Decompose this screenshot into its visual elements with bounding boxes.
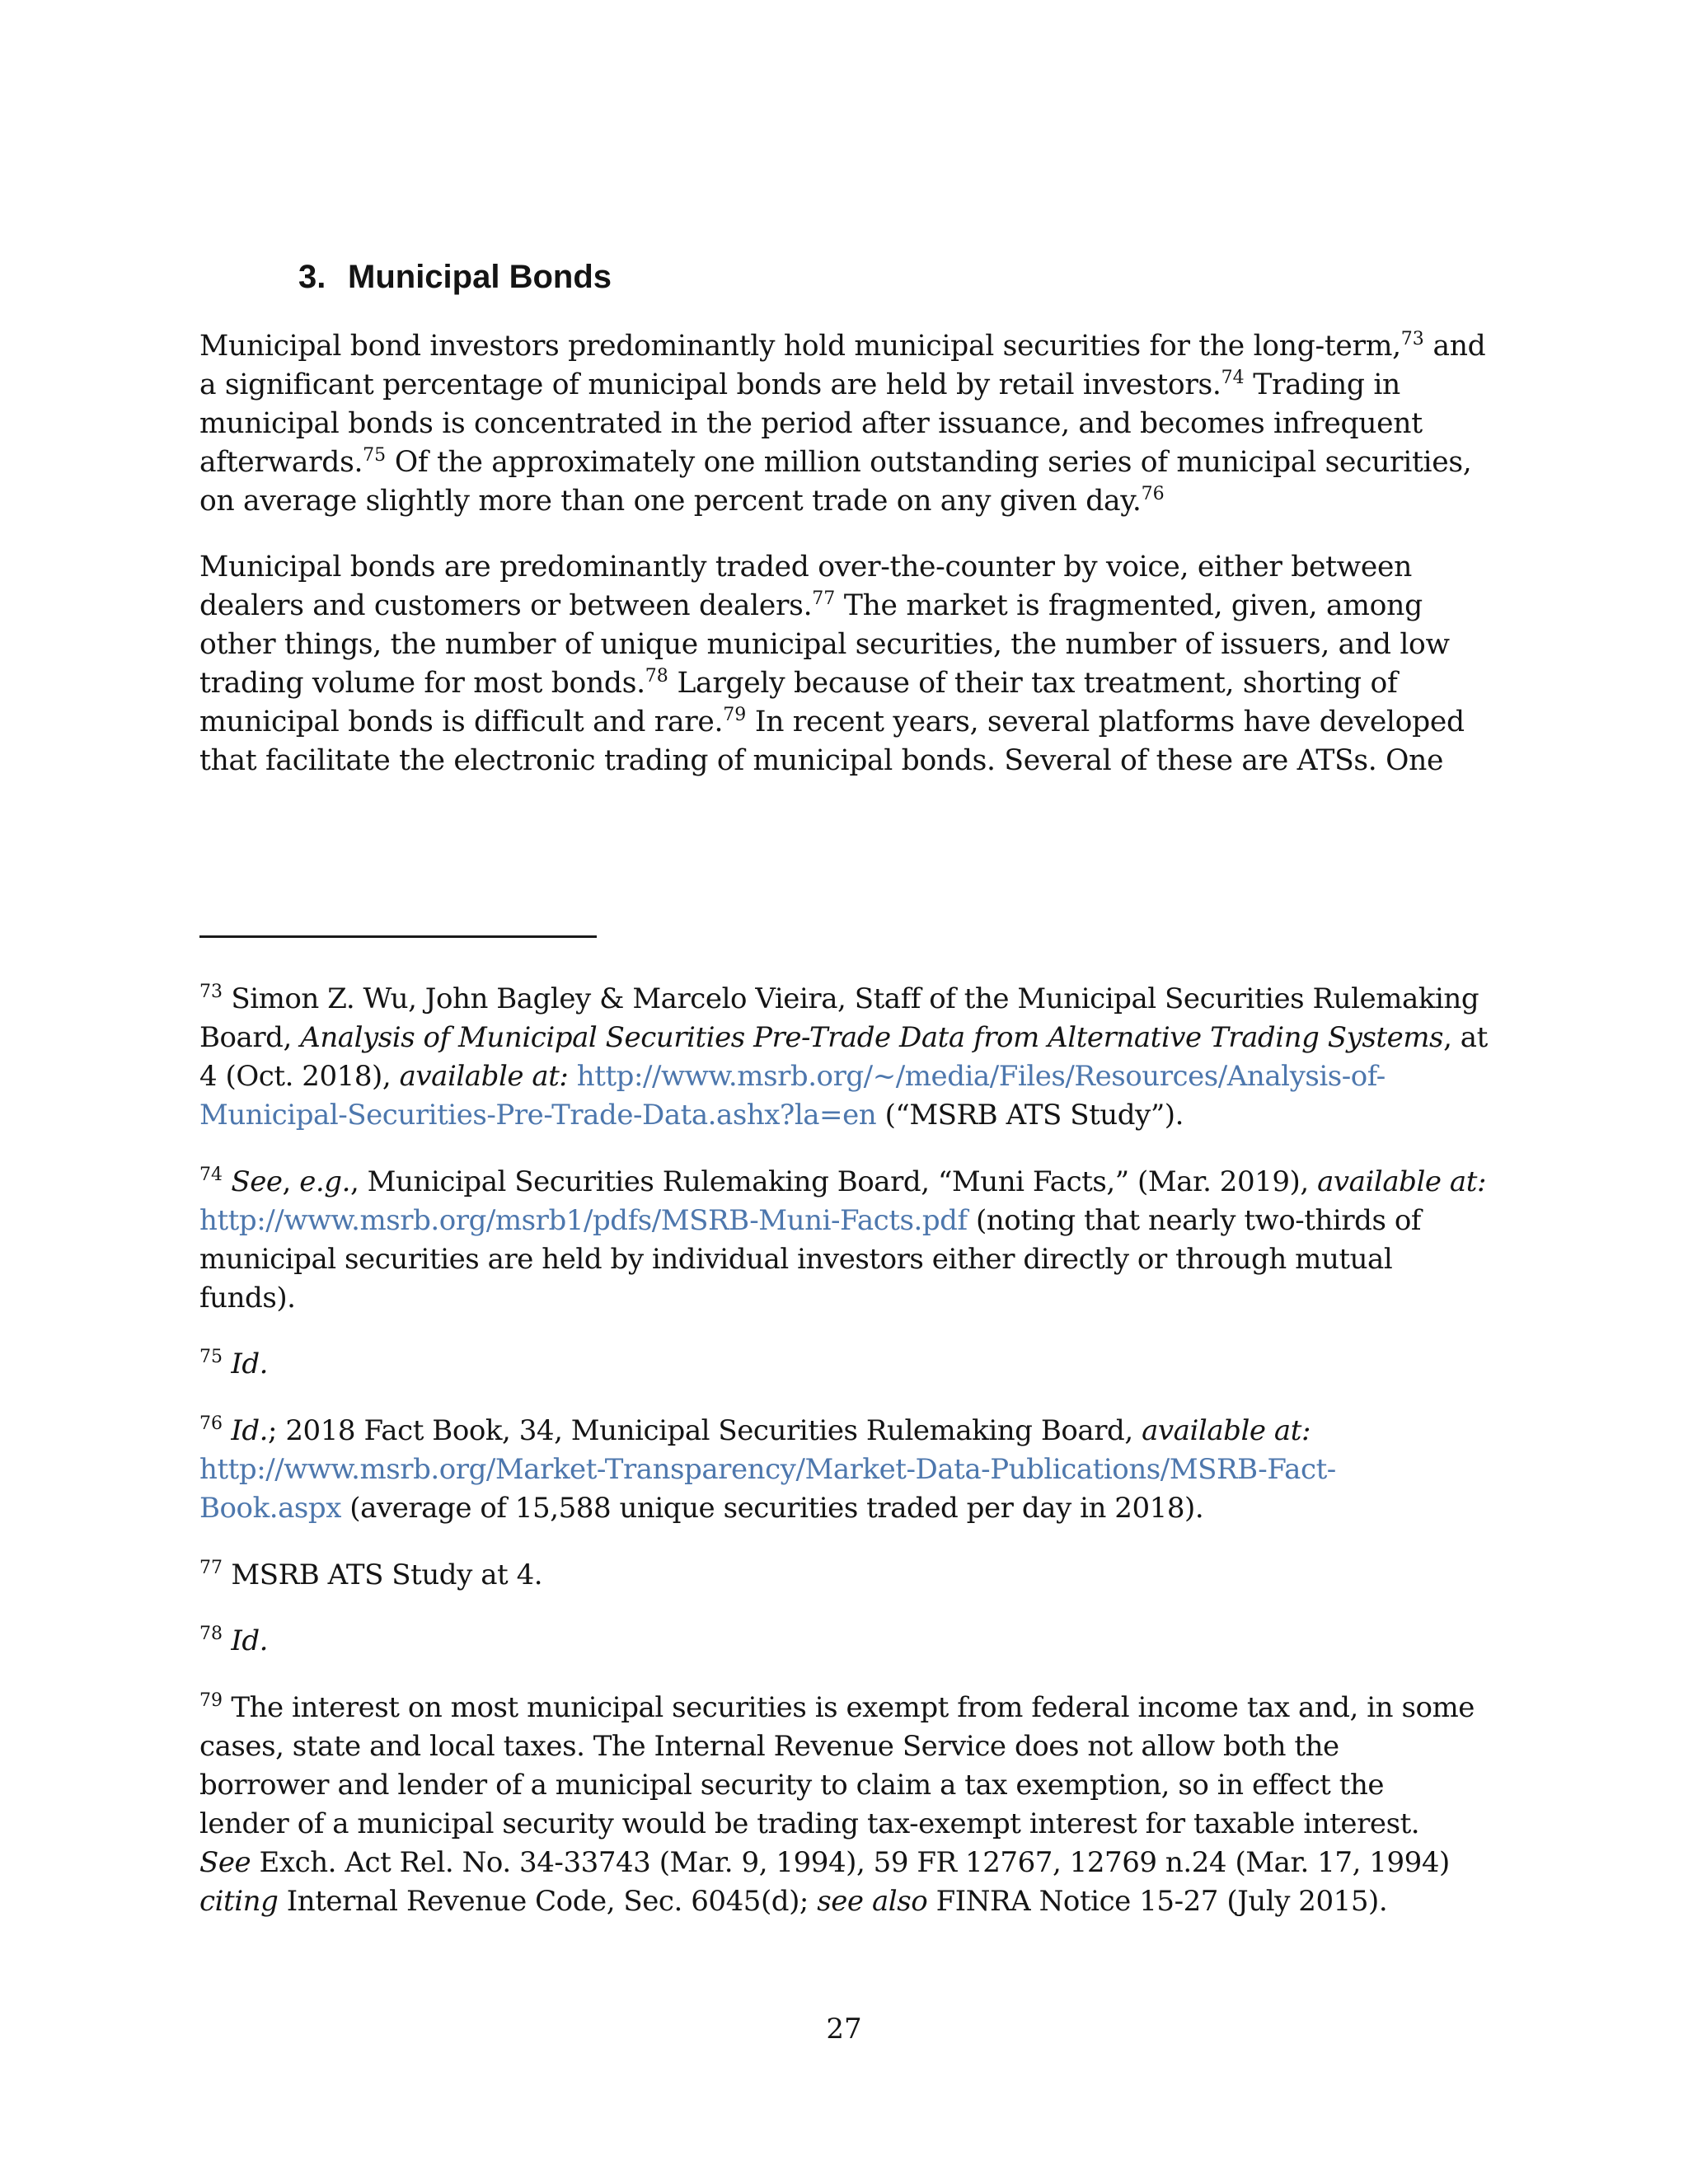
text: and (1423, 330, 1486, 363)
footnote-ref[interactable]: 75 (363, 445, 387, 466)
italic-text: available at: (1142, 1414, 1311, 1447)
footnote-ref[interactable]: 77 (812, 588, 836, 609)
italic-text: available at: (1317, 1165, 1486, 1198)
footnote-73-line-1 (199, 979, 1479, 1023)
italic-text: e.g. (299, 1165, 350, 1198)
italic-text: see also (817, 1885, 928, 1918)
footnote-73-line-4 (199, 1095, 1184, 1135)
fact-book-link[interactable]: http://www.msrb.org/Market-Transparency/Market-Data-Publications/MSRB-Fact- (199, 1453, 1336, 1486)
text: Largely because of their tax treatment, shorting of (668, 667, 1398, 700)
page-number: 27 (826, 2013, 862, 2046)
italic-text: citing (199, 1885, 279, 1918)
footnote-ref[interactable]: 73 (1400, 329, 1424, 349)
footnote-76-line-1 (199, 1411, 1311, 1455)
text: In recent years, several platforms have developed (746, 705, 1465, 738)
footnote-number: 74 (199, 1165, 223, 1185)
footnote-number: 75 (199, 1347, 223, 1367)
para1-line-5 (199, 481, 1165, 525)
text: dealers and customers or between dealers. (199, 589, 813, 622)
footnote-74-line-3: municipal securities are held by individual investors either directly or through mutual (199, 1243, 1393, 1276)
text: (“MSRB ATS Study”). (876, 1099, 1184, 1132)
section-number: 3. (298, 259, 326, 295)
text: The market is fragmented, given, among (835, 589, 1423, 622)
section-heading (298, 252, 612, 302)
footnote-number: 73 (199, 982, 223, 1002)
text: (average of 15,588 unique securities traded per day in 2018). (340, 1492, 1204, 1525)
italic-text: Id. (231, 1624, 269, 1657)
footnote-74-line-4: funds). (199, 1282, 296, 1315)
text: municipal bonds is difficult and rare. (199, 705, 724, 738)
italic-text: See (199, 1846, 251, 1879)
footnote-79-line-2: cases, state and local taxes. The Internal Revenue Service does not allow both the (199, 1730, 1339, 1763)
text: ; 2018 Fact Book, 34, Municipal Securities Rulemaking Board, (268, 1414, 1142, 1447)
footnote-75 (199, 1344, 268, 1388)
text: The interest on most municipal securities is exempt from federal income tax and, in some (223, 1691, 1475, 1724)
para1-line-4 (199, 443, 1471, 486)
para2-line-2 (199, 586, 1423, 630)
text: MSRB ATS Study at 4. (223, 1558, 543, 1591)
footnote-number: 78 (199, 1624, 223, 1644)
text: (noting that nearly two-thirds of (967, 1204, 1421, 1237)
text: trading volume for most bonds. (199, 667, 645, 700)
para2-line-4 (199, 663, 1397, 707)
text: Board, (199, 1021, 301, 1054)
italic-text: Id. (231, 1414, 269, 1447)
para1-line-3: municipal bonds is concentrated in the period after issuance, and becomes infrequent (199, 407, 1423, 440)
text: , (282, 1165, 300, 1198)
text: Municipal bond investors predominantly hold municipal securities for the long-term, (199, 330, 1401, 363)
para2-line-1: Municipal bonds are predominantly traded over-the-counter by voice, either between (199, 551, 1413, 583)
text (223, 1347, 231, 1380)
footnote-ref[interactable]: 74 (1221, 368, 1245, 388)
text: a significant percentage of municipal bonds are held by retail investors. (199, 368, 1221, 401)
footnote-77 (199, 1555, 542, 1599)
para2-line-6: that facilitate the electronic trading of municipal bonds. Several of these are ATSs. One (199, 744, 1444, 777)
text: FINRA Notice 15-27 (July 2015). (927, 1885, 1388, 1918)
text: , at (1443, 1021, 1488, 1054)
italic-text: See (231, 1165, 283, 1198)
text: afterwards. (199, 446, 363, 479)
muni-facts-link[interactable]: http://www.msrb.org/msrb1/pdfs/MSRB-Muni-Facts.pdf (199, 1204, 968, 1237)
footnote-74-line-1 (199, 1162, 1486, 1206)
text (223, 1165, 231, 1198)
para2-line-3: other things, the number of unique municipal securities, the number of issuers, and low (199, 628, 1450, 661)
footnote-76-line-3 (199, 1488, 1203, 1528)
footnote-74-line-2 (199, 1201, 1421, 1240)
footnote-ref[interactable]: 76 (1141, 484, 1165, 504)
section-title: Municipal Bonds (348, 259, 612, 295)
footnote-79-line-1 (199, 1688, 1475, 1732)
text: Internal Revenue Code, Sec. 6045(d); (278, 1885, 818, 1918)
footnote-78 (199, 1621, 268, 1665)
text (568, 1060, 576, 1093)
footnote-76-line-2 (199, 1450, 1336, 1489)
footnote-separator (199, 935, 597, 938)
msrb-ats-study-link-cont[interactable]: Municipal-Securities-Pre-Trade-Data.ashx?la=en (199, 1099, 877, 1132)
footnote-79-line-6 (199, 1882, 1387, 1921)
fact-book-link-cont[interactable]: Book.aspx (199, 1492, 341, 1525)
footnote-ref[interactable]: 79 (723, 705, 747, 725)
footnote-number: 76 (199, 1413, 223, 1434)
text: Trading in (1244, 368, 1400, 401)
footnote-number: 77 (199, 1558, 223, 1578)
footnote-73-line-3 (199, 1057, 1386, 1096)
para2-line-5 (199, 702, 1465, 746)
footnote-ref[interactable]: 78 (645, 666, 668, 687)
text: Exch. Act Rel. No. 34-33743 (Mar. 9, 1994), 59 FR 12767, 12769 n.24 (Mar. 17, 1994) (251, 1846, 1450, 1879)
text: Simon Z. Wu, John Bagley & Marcelo Vieira, Staff of the Municipal Securities Rulemaking (223, 982, 1479, 1015)
text: Of the approximately one million outstanding series of municipal securities, (386, 446, 1472, 479)
italic-text: Id. (231, 1347, 269, 1380)
para1-line-2 (199, 365, 1400, 409)
footnote-79-line-4: lender of a municipal security would be trading tax-exempt interest for taxable interest. (199, 1807, 1420, 1840)
para1-line-1 (199, 326, 1485, 370)
text (223, 1414, 231, 1447)
msrb-ats-study-link[interactable]: http://www.msrb.org/~/media/Files/Resources/Analysis-of- (576, 1060, 1386, 1093)
italic-title: Analysis of Municipal Securities Pre-Trade Data from Alternative Trading Systems (300, 1021, 1444, 1054)
text: on average slightly more than one percent trade on any given day. (199, 485, 1142, 518)
italic-text: available at: (399, 1060, 569, 1093)
text: , Municipal Securities Rulemaking Board, “Muni Facts,” (Mar. 2019), (349, 1165, 1318, 1198)
footnote-79-line-3: borrower and lender of a municipal security to claim a tax exemption, so in effect the (199, 1769, 1385, 1802)
footnote-73-line-2 (199, 1018, 1488, 1057)
footnote-number: 79 (199, 1690, 223, 1711)
footnote-79-line-5 (199, 1843, 1450, 1882)
text (223, 1624, 231, 1657)
text: 4 (Oct. 2018), (199, 1060, 400, 1093)
